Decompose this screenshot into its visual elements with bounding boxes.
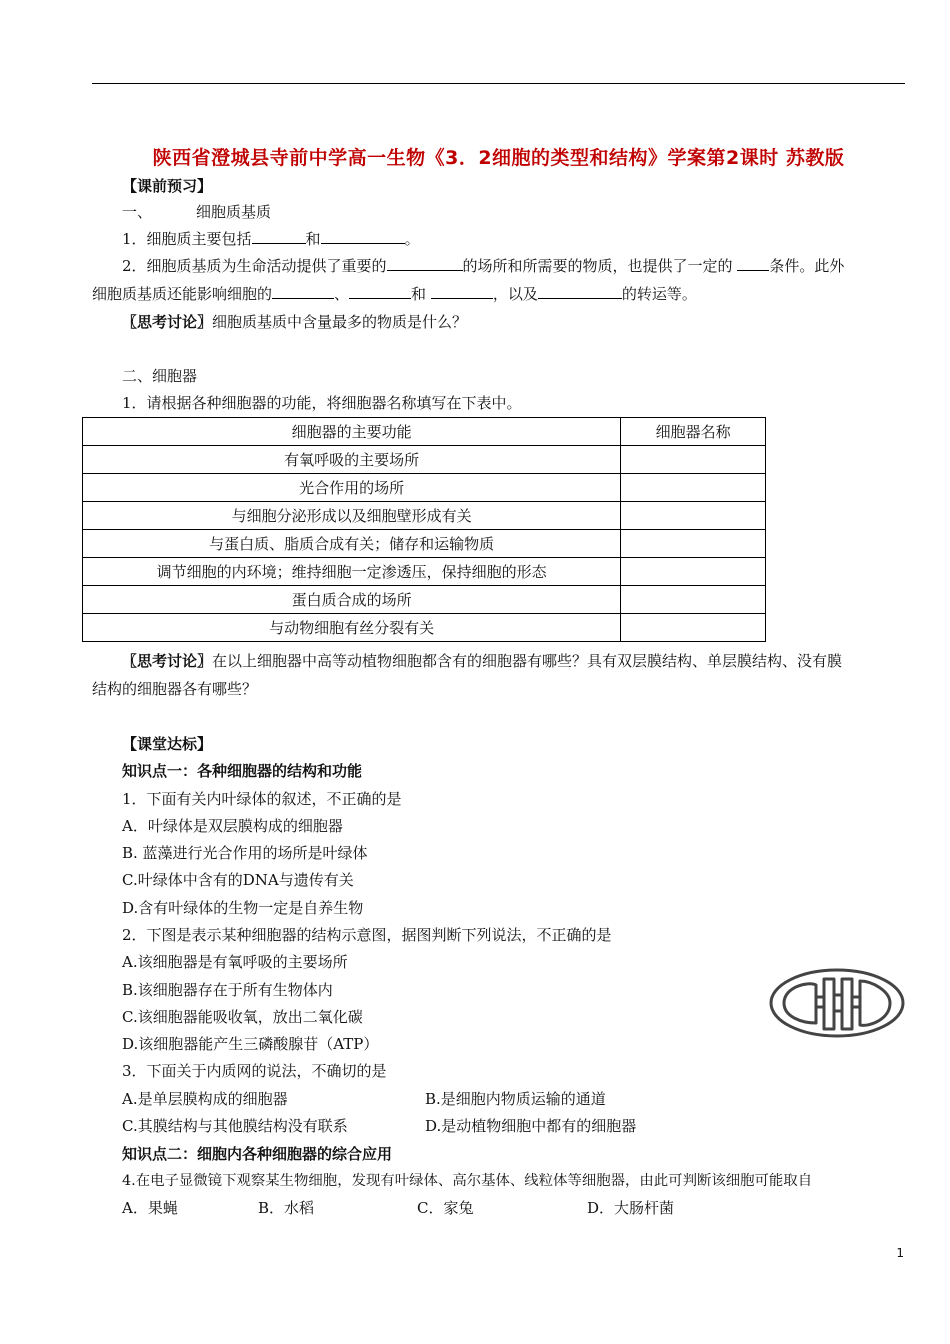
think-discuss-label: 〖思考讨论〗 [122, 652, 213, 670]
classroom-heading: 【课堂达标】 [122, 735, 213, 753]
blank-field[interactable] [737, 256, 769, 271]
function-cell: 光合作用的场所 [83, 474, 621, 502]
question-4-option-c[interactable]: C．家兔 [417, 1199, 474, 1217]
table-row [83, 446, 766, 474]
question-4-option-d[interactable]: D．大肠杆菌 [587, 1199, 675, 1217]
mitochondrion-diagram [768, 967, 906, 1039]
question-1-option-c[interactable]: C.叶绿体中含有的DNA与遗传有关 [122, 871, 354, 889]
question-2-option-c[interactable]: C.该细胞器能吸收氧，放出二氧化碳 [122, 1008, 363, 1026]
blank-field[interactable] [387, 256, 463, 271]
document-title: 陕西省澄城县寺前中学高一生物《3．2细胞的类型和结构》学案第2课时 苏教版 [152, 147, 845, 169]
page-number: 1 [896, 1246, 904, 1260]
question-4-stem: 4.在电子显微镜下观察某生物细胞，发现有叶绿体、高尔基体、线粒体等细胞器，由此可判断该细胞可能取自 [122, 1173, 813, 1189]
table-row [83, 586, 766, 614]
answer-cell[interactable] [621, 614, 766, 642]
table-instruction: 1．请根据各种细胞器的功能，将细胞器名称填写在下表中。 [122, 394, 522, 412]
question-3-option-a[interactable]: A.是单层膜构成的细胞器 [122, 1090, 288, 1108]
question-1-option-d[interactable]: D.含有叶绿体的生物一定是自养生物 [122, 899, 364, 917]
function-cell: 调节细胞的内环境；维持细胞一定渗透压，保持细胞的形态 [83, 558, 621, 586]
function-cell: 有氧呼吸的主要场所 [83, 446, 621, 474]
answer-cell[interactable] [621, 474, 766, 502]
section-1-name: 细胞质基质 [196, 203, 272, 221]
question-1-stem: 1．下面有关内叶绿体的叙述，不正确的是 [122, 790, 402, 808]
question-3-option-c[interactable]: C.其膜结构与其他膜结构没有联系 [122, 1117, 348, 1135]
question-2-option-a[interactable]: A.该细胞器是有氧呼吸的主要场所 [122, 953, 348, 971]
blank-field[interactable] [538, 284, 622, 299]
preview-heading: 【课前预习】 [122, 177, 213, 195]
blank-field[interactable] [272, 284, 334, 299]
table-header-function: 细胞器的主要功能 [83, 418, 621, 446]
preview-question-2-line-1: 2．细胞质基质为生命活动提供了重要的 的场所和所需要的物质，也提供了一定的 条件。此外 [122, 257, 845, 275]
section-1-heading [122, 202, 271, 222]
header-rule [92, 83, 905, 84]
think-discuss-2-line-1: 〖思考讨论〗在以上细胞器中高等动植物细胞都含有的细胞器有哪些？具有双层膜结构、单层膜结构、没有膜 [122, 652, 843, 670]
knowledge-point-1: 知识点一：各种细胞器的结构和功能 [122, 762, 363, 780]
organelle-table [82, 417, 766, 642]
table-row [83, 530, 766, 558]
table-row [83, 614, 766, 642]
preview-question-1: 1．细胞质主要包括 和 。 [122, 230, 420, 248]
table-row [83, 558, 766, 586]
answer-cell[interactable] [621, 530, 766, 558]
preview-question-2-line-2: 细胞质基质还能影响细胞的 、 和 ，以及 的转运等。 [92, 285, 697, 303]
question-1-option-b[interactable]: B. 蓝藻进行光合作用的场所是叶绿体 [122, 844, 368, 862]
question-2-option-d[interactable]: D.该细胞器能产生三磷酸腺苷（ATP） [122, 1035, 379, 1053]
answer-cell[interactable] [621, 502, 766, 530]
question-1-option-a[interactable]: A．叶绿体是双层膜构成的细胞器 [122, 817, 343, 835]
question-4-option-a[interactable]: A．果蝇 [122, 1199, 178, 1217]
think-discuss-1: 〖思考讨论〗细胞质基质中含量最多的物质是什么？ [122, 313, 468, 331]
section-2-heading: 二、细胞器 [122, 367, 198, 385]
question-3-option-b[interactable]: B.是细胞内物质运输的通道 [425, 1090, 606, 1108]
think-discuss-label: 〖思考讨论〗 [122, 313, 213, 331]
question-3-option-d[interactable]: D.是动植物细胞中都有的细胞器 [425, 1117, 637, 1135]
table-header-name: 细胞器名称 [621, 418, 766, 446]
function-cell: 与细胞分泌形成以及细胞壁形成有关 [83, 502, 621, 530]
blank-field[interactable] [321, 229, 405, 244]
section-1-number: 一、 [122, 203, 153, 221]
answer-cell[interactable] [621, 558, 766, 586]
question-2-option-b[interactable]: B.该细胞器存在于所有生物体内 [122, 981, 333, 999]
blank-field[interactable] [349, 284, 411, 299]
blank-field[interactable] [252, 229, 306, 244]
function-cell: 蛋白质合成的场所 [83, 586, 621, 614]
knowledge-point-2: 知识点二：细胞内各种细胞器的综合应用 [122, 1145, 393, 1163]
question-2-stem: 2．下图是表示某种细胞器的结构示意图，据图判断下列说法，不正确的是 [122, 926, 612, 944]
question-3-stem: 3．下面关于内质网的说法，不确切的是 [122, 1062, 387, 1080]
question-4-option-b[interactable]: B．水稻 [258, 1199, 315, 1217]
table-header-row [83, 418, 766, 446]
blank-field[interactable] [431, 284, 493, 299]
table-row [83, 474, 766, 502]
function-cell: 与动物细胞有丝分裂有关 [83, 614, 621, 642]
answer-cell[interactable] [621, 446, 766, 474]
table-row [83, 502, 766, 530]
answer-cell[interactable] [621, 586, 766, 614]
think-discuss-2-line-2: 结构的细胞器各有哪些？ [92, 680, 258, 698]
function-cell: 与蛋白质、脂质合成有关；储存和运输物质 [83, 530, 621, 558]
